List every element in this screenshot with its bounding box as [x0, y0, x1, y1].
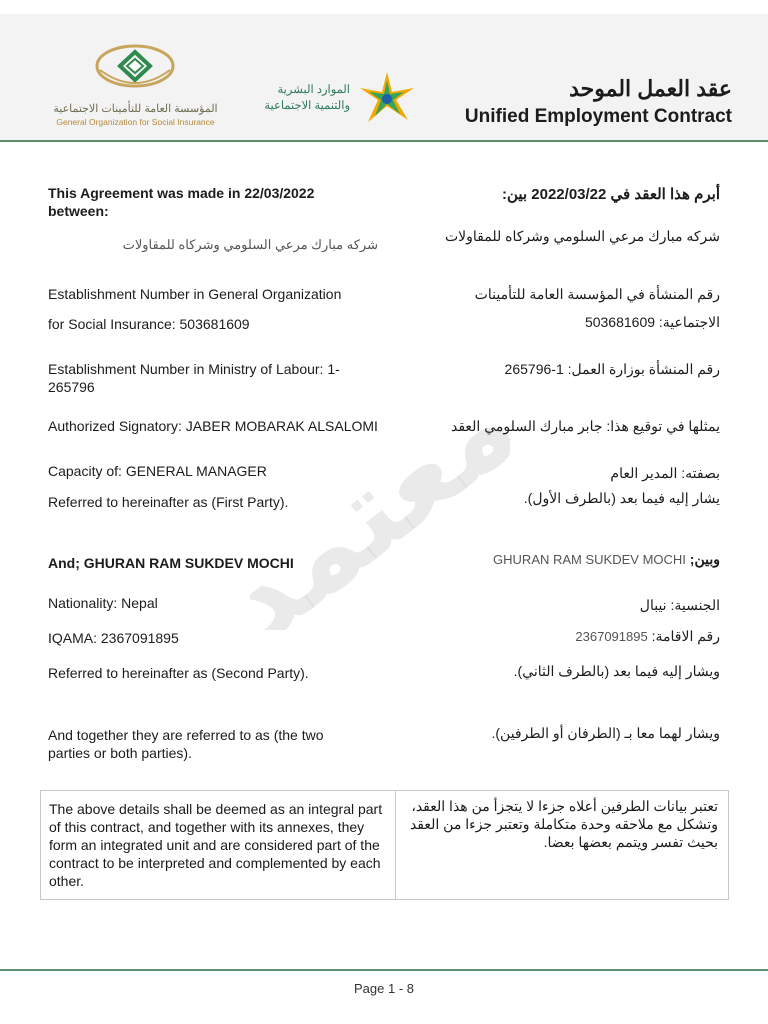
page-number: Page 1 - 8 — [354, 981, 414, 996]
second-party-en: And; GHURAN RAM SUKDEV MOCHI — [48, 555, 294, 571]
company-name-ar-right: شركه مبارك مرعي السلومي وشركاه للمقاولات — [444, 228, 720, 244]
second-party-ar — [380, 550, 720, 569]
hrsd-star-icon — [356, 70, 418, 126]
agreement-intro-ar: أبرم هذا العقد في 2022/03/22 بين: — [501, 186, 720, 203]
gosi-number-ar-line1: رقم المنشأة في المؤسسة العامة للتأمينات — [474, 286, 720, 302]
mol-number-ar: رقم المنشأة بوزارة العمل: 1-265796 — [504, 361, 720, 377]
iqama-ar-value: 2367091895 — [575, 629, 648, 644]
clause-divider — [395, 791, 396, 899]
title-ar: عقد العمل الموحد — [569, 76, 732, 101]
company-name-ar-left: شركه مبارك مرعي السلومي وشركاه للمقاولات — [122, 237, 378, 252]
gosi-number-ar-line2: الاجتماعية: 503681609 — [584, 314, 720, 330]
gosi-name-en: General Organization for Social Insurance — [56, 117, 215, 127]
capacity-ar: بصفته: المدير العام — [610, 465, 720, 481]
gosi-number-en-line2: for Social Insurance: 503681609 — [48, 316, 250, 332]
second-party-ar-label: وبين; — [689, 551, 720, 567]
gosi-logo — [48, 38, 223, 148]
signatory-en: Authorized Signatory: JABER MOBARAK ALSALOMI — [48, 418, 378, 434]
first-party-referred-ar: يشار إليه فيما بعد (بالطرف الأول). — [523, 490, 720, 506]
iqama-en: IQAMA: 2367091895 — [48, 630, 179, 646]
hrsd-name-line2: والتنمية الاجتماعية — [264, 100, 350, 112]
gosi-emblem-icon — [48, 38, 223, 100]
together-ar: ويشار لهما معا بـ (الطرفان أو الطرفين). — [491, 725, 720, 741]
capacity-en: Capacity of: GENERAL MANAGER — [48, 463, 267, 479]
top-strip — [0, 0, 768, 14]
agreement-intro-en: This Agreement was made in 22/03/2022 between: — [48, 185, 315, 219]
iqama-ar — [400, 627, 720, 646]
nationality-ar: الجنسية: نيبال — [639, 597, 720, 613]
document-header — [0, 14, 768, 142]
clause-en: The above details shall be deemed as an integral part of this contract, and together with its annexes, they form an integrated unit and are considered part of the contract to be interpreted and complemented by each other. — [49, 801, 383, 889]
title-en: Unified Employment Contract — [464, 106, 732, 127]
signatory-ar: يمثلها في توقيع هذا: جابر مبارك السلومي العقد — [450, 418, 720, 434]
second-party-ar-name: GHURAN RAM SUKDEV MOCHI — [493, 552, 686, 567]
nationality-en: Nationality: Nepal — [48, 595, 158, 611]
first-party-referred-en: Referred to hereinafter as (First Party). — [48, 494, 289, 510]
gosi-name-ar: المؤسسة العامة للتأمينات الاجتماعية — [53, 103, 218, 115]
hrsd-name-line1: الموارد البشرية — [277, 84, 350, 96]
hrsd-logo — [248, 70, 420, 130]
second-party-referred-ar: ويشار إليه فيما بعد (بالطرف الثاني). — [513, 663, 720, 679]
mol-number-en: Establishment Number in Ministry of Labour: 1-265796 — [48, 361, 340, 395]
together-en: And together they are referred to as (the two parties or both parties). — [48, 727, 324, 761]
iqama-ar-label: رقم الاقامة: — [651, 628, 720, 644]
second-party-referred-en: Referred to hereinafter as (Second Party). — [48, 665, 309, 681]
clause-ar: تعتبر بيانات الطرفين أعلاه جزءا لا يتجزأ من هذا العقد، وتشكل مع ملاحقه وحدة متكاملة وتعتبر جزءا من العقد بحيث تفسر ويتمم بعضها بعضا. — [409, 798, 718, 850]
gosi-number-en-line1: Establishment Number in General Organization — [48, 286, 342, 302]
integral-clause-box — [40, 790, 729, 900]
footer-rule — [0, 969, 768, 971]
svg-text:معتمد: معتمد — [250, 400, 510, 630]
